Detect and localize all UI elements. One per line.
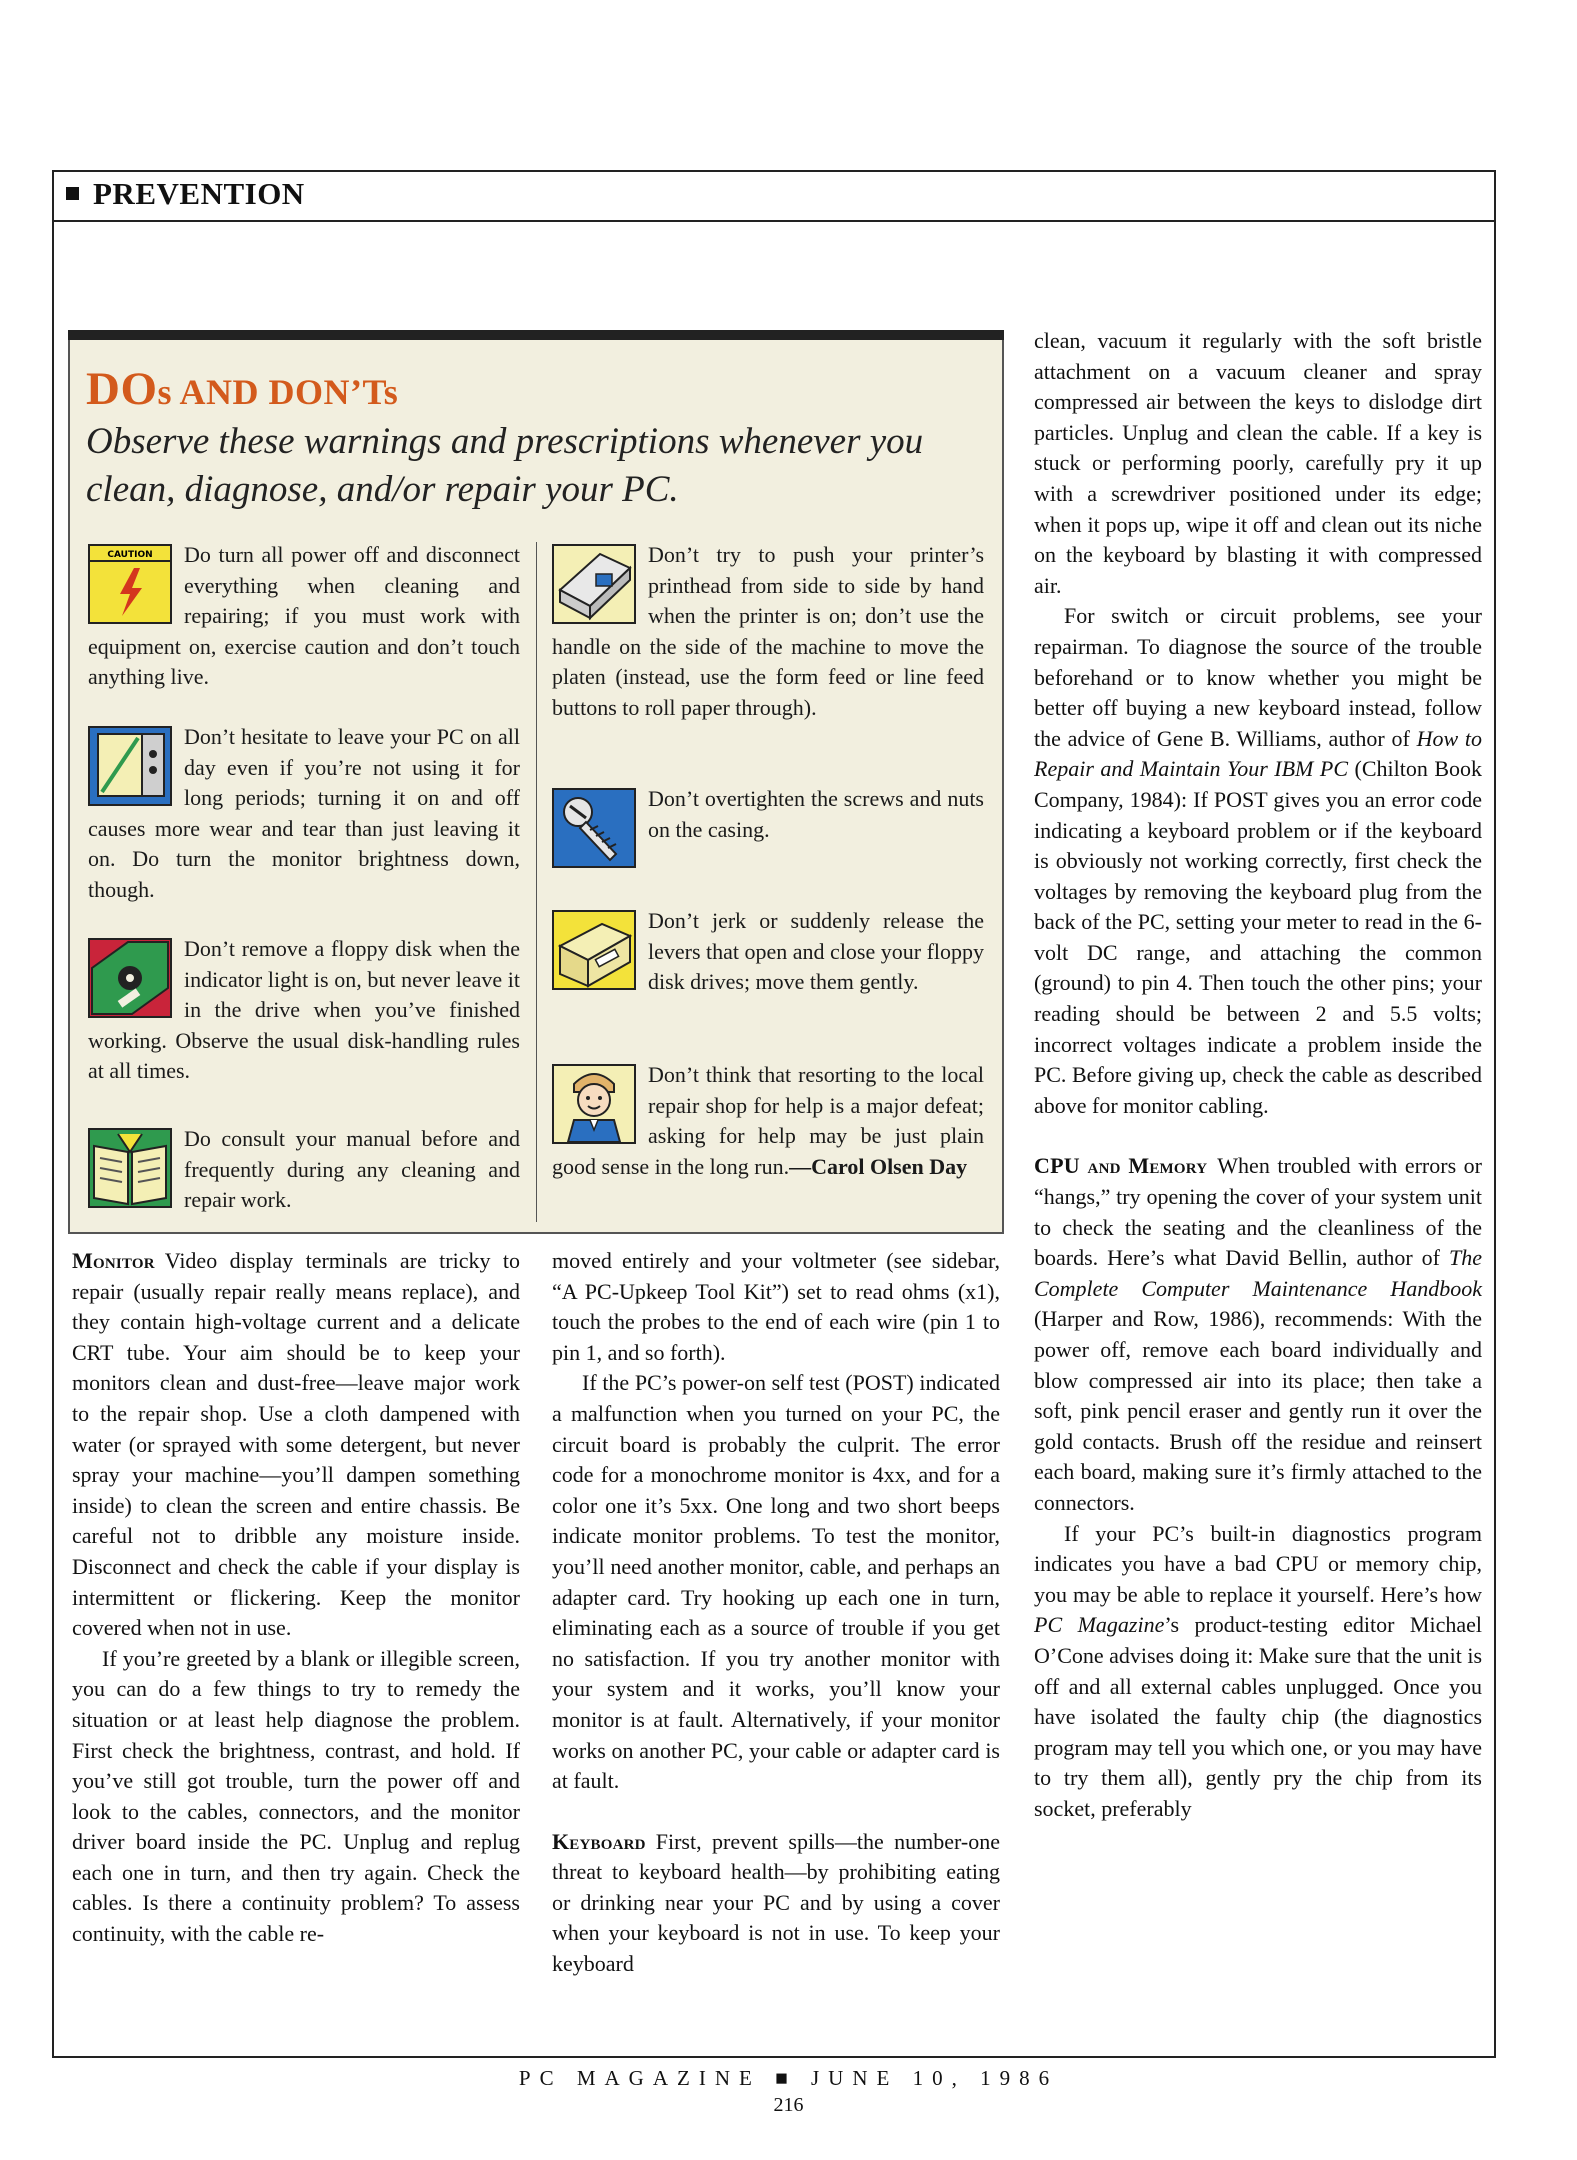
sidebar-column-divider: [536, 542, 537, 1222]
monitor-paragraph-1: Video display terminals are tricky to repair (usually repair really means replace), and they contain high-voltage current and a delicate CRT tube. Your aim should be to keep your monitors clean and dust-free—leave major work to the repair shop. Use a cloth dampened with water (or sprayed with some detergent, but never spray your machine—you’ll dampen something inside) to clean the screen and entire chassis. Be careful not to dribble any moisture inside. Disconnect and check the cable if your display is intermittent or flickering. Keep the monitor covered when not in use.: [72, 1248, 520, 1641]
screw-icon: [552, 788, 636, 868]
disk-drive-icon: [552, 910, 636, 990]
section-label-text: PREVENTION: [93, 176, 305, 211]
chip-paragraph-a: If your PC’s built-in diagnostics program indicates you have a bad CPU or memory chip, you may be able to replace it yourself. Here’s how: [1034, 1520, 1482, 1607]
floppy-disk-icon: [88, 938, 172, 1018]
continuity-paragraph: moved entirely and your voltmeter (see sidebar, “A PC-Upkeep Tool Kit”) set to read ohms (x1), touch the probes to the end of each wire (pin 1 to pin 1, and so forth).: [552, 1248, 1000, 1365]
cpu-paragraph-b: (Harper and Row, 1986), recommends: With the power off, remove each board individually and blow compressed air into its place; then take a soft, pink pencil eraser and gently run it over the gold contacts. Brush off the residue and reinsert each board, making sure it’s firmly attached to the connectors.: [1034, 1306, 1482, 1515]
tip-right-2: [552, 784, 984, 870]
chip-paragraph-b: ’s product-testing editor Michael O’Cone advises doing it: Make sure that the unit is off and all external cables unplugged. Once you have isolated the faulty chip (the diagnostics program may tell you which one, or you may have to try them all), gently pry the chip from its socket, preferably: [1034, 1612, 1482, 1821]
post-paragraph: If the PC’s power-on self test (POST) indicated a malfunction when you turned on your PC, the circuit board is probably the culprit. The error code for a monochrome monitor is 4xx, and for a color one it’s 5xx. One long and two short beeps indicate monitor problems. To test the monitor, you’ll need another monitor, cable, and perhaps an adapter card. Try hooking up each one in turn, eliminating each as a source of trouble if you get no satisfaction. If you try another monitor with your system and it works, you’ll know your monitor is at fault. Alternatively, if your monitor works on another PC, your cable or adapter card is at fault.: [552, 1370, 1000, 1794]
keyboard-heading: Keyboard: [552, 1828, 646, 1854]
tip-text: Don’t remove a floppy disk when the indicator light is on, but never leave it in the drive when you’ve finished working. Observe the usual disk-handling rules at all times.: [88, 936, 520, 1083]
sidebar-top-rule: [68, 330, 1004, 340]
footer-folio: PC MAGAZINE ■ JUNE 10, 1986: [518, 2066, 1059, 2090]
cpu-paragraph-a: When troubled with errors or “hangs,” try opening the cover of your system unit to check the seating and the cleanliness of the boards. Here’s what David Bellin, author of: [1034, 1153, 1482, 1271]
book-title-williams: How to Repair and Maintain Your IBM PC: [1034, 725, 1482, 782]
tip-author: —Carol Olsen Day: [789, 1153, 968, 1179]
tip-text: Don’t hesitate to leave your PC on all day even if you’re not using it for long periods; turning it on and off causes more wear and tear than just leaving it on. Do turn the monitor brightness down, though.: [88, 724, 520, 902]
title-part-a: DO: [86, 363, 158, 415]
keyboard-cleaning-paragraph: clean, vacuum it regularly with the soft bristle attachment on a vacuum cleaner and spray compressed air between the keys to dislodge dirt particles. Unplug and clean the cable. If a key is stuck or performing poorly, carefully pry it up with a screwdriver positioned under its edge; when it pops up, wipe it off and clean out its niche on the keyboard by blasting it with compressed air.: [1034, 328, 1482, 598]
monitor-heading: Monitor: [72, 1248, 155, 1273]
switch-paragraph-a: For switch or circuit problems, see your repairman. To diagnose the source of the trouble beforehand or to know whether you might be better off buying a new keyboard instead, follow the advice of Gene B. Williams, author of: [1034, 603, 1482, 751]
column-3: [1034, 326, 1482, 1825]
printer-icon: [552, 544, 636, 624]
magazine-name: PC Magazine: [1034, 1612, 1165, 1638]
switch-paragraph-b: (Chilton Book Company, 1984): If POST gives you an error code indicating a keyboard problem or if the keyboard is obviously not working correctly, first check the voltages by removing the keyboard plug from the back of the PC, setting your meter to read in the 6-volt DC range, and attaching the common (ground) to pin 4. Then touch the other pins; your reading should be between 2 and 5.5 volts; incorrect voltages indicate a problem inside the PC. Before giving up, check the cable as described above for monitor cabling.: [1034, 756, 1482, 1118]
title-part-b: s AND DON’T: [157, 372, 384, 412]
sidebar-subtitle: Observe these warnings and prescriptions whenever you clean, diagnose, and/or repair your PC.: [86, 421, 924, 510]
book-title-bellin: The Complete Computer Maintenance Handbook: [1034, 1245, 1482, 1301]
caution-lightning-icon: [88, 544, 172, 624]
bullet-square-icon: [66, 187, 79, 200]
column-1: [72, 1246, 520, 1950]
keyboard-paragraph-1: First, prevent spills—the number-one threat to keyboard health—by prohibiting eating or drinking near your PC and by using a cover when your keyboard is not in use. To keep your keyboard: [552, 1828, 1000, 1977]
tip-left-4: [88, 1124, 520, 1216]
cpu-memory-heading: CPU and Memory: [1034, 1153, 1208, 1179]
tip-right-3: [552, 906, 984, 998]
tip-left-2: [88, 722, 520, 905]
monitor-paragraph-2: If you’re greeted by a blank or illegible screen, you can do a few things to try to remedy the situation or at least help diagnose the problem. First check the brightness, contrast, and hold. If you’ve still got trouble, turn the power off and look to the cables, connectors, and the monitor driver board inside the PC. Unplug and replug each one in turn, and then try again. Check the cables. Is there a continuity problem? To assess continuity, with the cable re-: [72, 1645, 520, 1947]
repairman-icon: [552, 1064, 636, 1144]
tip-right-4: [552, 1060, 984, 1182]
tip-text: Don’t jerk or suddenly release the levers that open and close your floppy disk drives; move them gently.: [648, 908, 985, 994]
section-label: [66, 176, 305, 212]
title-part-c: s: [383, 372, 399, 412]
page-number: 216: [773, 2094, 804, 2116]
tip-text: Do consult your manual before and frequently during any cleaning and repair work.: [184, 1126, 520, 1212]
caution-text: CAUTION: [107, 550, 153, 560]
tip-left-3: [88, 934, 520, 1087]
tip-left-1: [88, 540, 520, 693]
tip-text: Don’t overtighten the screws and nuts on the casing.: [648, 786, 984, 842]
sidebar-title: [86, 362, 398, 416]
column-2: [552, 1246, 1000, 1980]
tip-text: Don’t think that resorting to the local repair shop for help is a major defeat; asking for help may be just plain good sense in the long run.: [552, 1062, 984, 1179]
tip-right-1: [552, 540, 984, 723]
tip-text: Don’t try to push your printer’s printhead from side to side by hand when the printer is on; don’t use the handle on the side of the machine to move the platen (instead, use the form feed or line feed buttons to roll paper through).: [552, 542, 984, 720]
manual-icon: [88, 1128, 172, 1208]
monitor-icon: [88, 726, 172, 806]
tip-text: Do turn all power off and disconnect everything when cleaning and repairing; if you must work with equipment on, exercise caution and don’t touch anything live.: [88, 542, 520, 689]
